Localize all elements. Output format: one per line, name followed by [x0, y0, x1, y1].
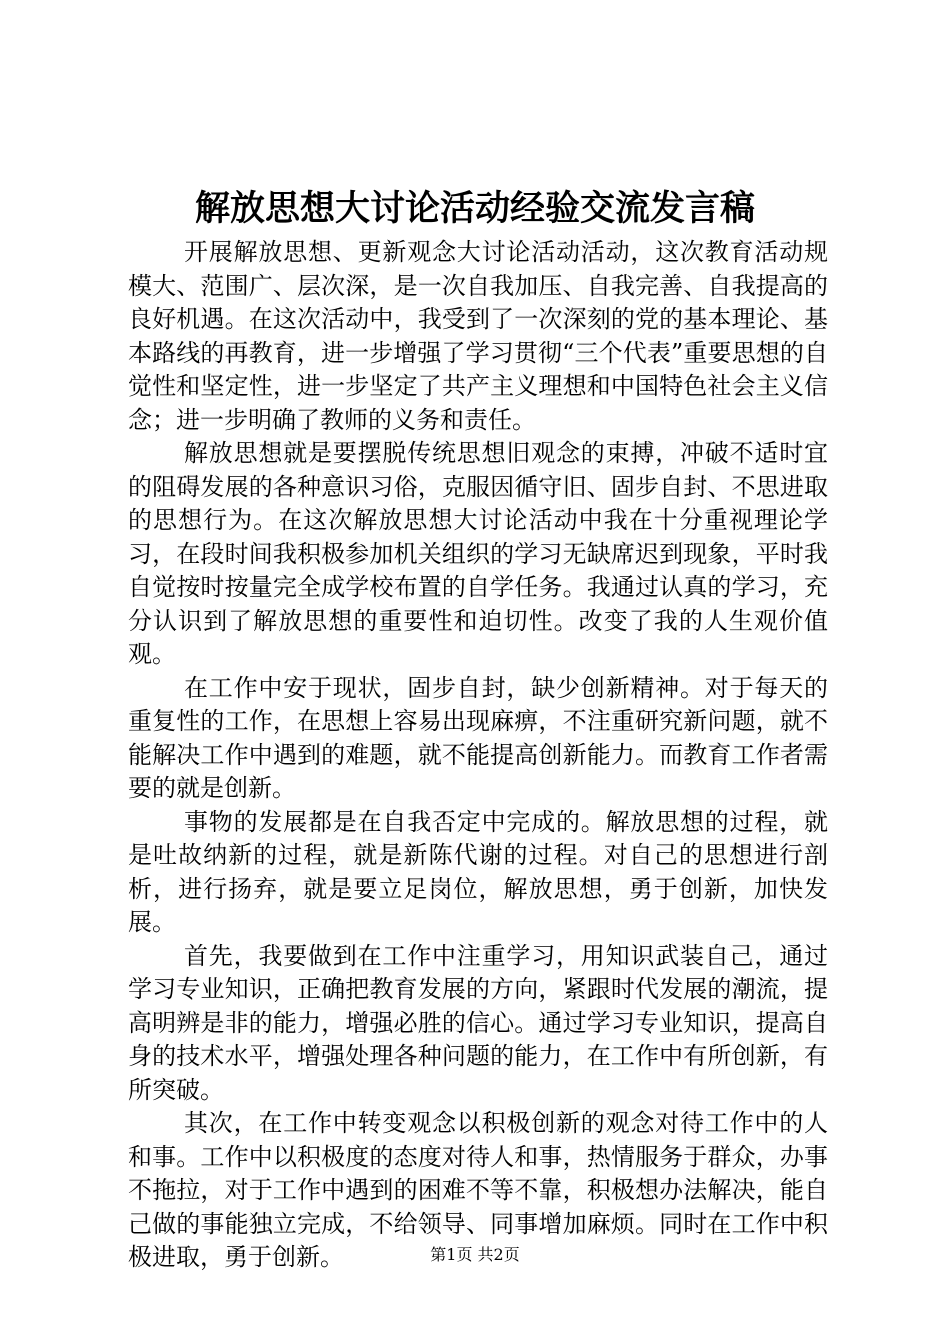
paragraph-1: 开展解放思想、更新观念大讨论活动活动，这次教育活动规模大、范围广、层次深，是一次自我加压、自我完善、自我提高的良好机遇。在这次活动中，我受到了一次深刻的党的基本理论、基本路线的再教育，进一步增强了学习贯彻“三个代表”重要思想的自觉性和坚定性，进一步坚定了共产主义理想和中国特色社会主义信念；进一步明确了教师的义务和责任。 — [128, 238, 828, 434]
document-body — [128, 236, 828, 1275]
document-title: 解放思想大讨论活动经验交流发言稿 — [194, 188, 755, 229]
paragraph-5: 首先，我要做到在工作中注重学习，用知识武装自己，通过学习专业知识，正确把教育发展的方向，紧跟时代发展的潮流，提高明辨是非的能力，增强必胜的信心。通过学习专业知识，提高自身的技术水平，增强处理各种问题的能力，在工作中有所创新，有所突破。 — [128, 941, 828, 1104]
paragraph-3: 在工作中安于现状，固步自封，缺少创新精神。对于每天的重复性的工作，在思想上容易出现麻痹，不注重研究新问题，就不能解决工作中遇到的难题，就不能提高创新能力。而教育工作者需要的就是创新。 — [128, 673, 828, 802]
paragraph-2: 解放思想就是要摆脱传统思想旧观念的束搏，冲破不适时宜的阻碍发展的各种意识习俗，克服因循守旧、固步自封、不思进取的思想行为。在这次解放思想大讨论活动中我在十分重视理论学习，在段时间我积极参加机关组织的学习无缺席迟到现象，平时我自觉按时按量完全成学校布置的自学任务。我通过认真的学习，充分认识到了解放思想的重要性和迫切性。改变了我的人生观价值观。 — [128, 439, 828, 668]
paragraph-6: 其次，在工作中转变观念以积极创新的观念对待工作中的人和事。工作中以积极度的态度对待人和事，热情服务于群众，办事不拖拉，对于工作中遇到的困难不等不靠，积极想办法解决，能自己做的事能独立完成，不给领导、同事增加麻烦。同时在工作中积极进取，勇于创新。 — [128, 1109, 828, 1271]
page-number-footer: 第1页 共2页 — [430, 1245, 520, 1264]
paragraph-4: 事物的发展都是在自我否定中完成的。解放思想的过程，就是吐故纳新的过程，就是新陈代谢的过程。对自己的思想进行剖析，进行扬弃，就是要立足岗位，解放思想，勇于创新，加快发展。 — [128, 807, 828, 936]
